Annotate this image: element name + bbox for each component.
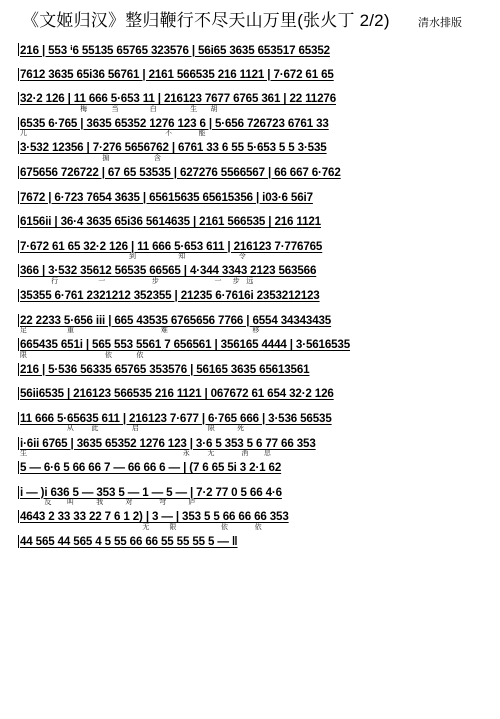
notation-text: 3·532 12356 | 7·276 5656762 | 6761 33 6 55 5·653 5 5 3·535	[20, 141, 327, 155]
notation-text: 35355 6·761 2321212 352355 | 21235 6·7616i 2353212123	[20, 288, 320, 302]
lyrics-text: 儿 不 能	[20, 129, 206, 138]
lyrics-text: 无 限 依 依	[20, 522, 262, 531]
score-body	[20, 40, 490, 556]
notation-text: 216 | 5·536 56335 65765 353576 | 56165 3635 65613561	[20, 362, 310, 376]
lyrics-text: 行 一 步 一 步 远	[20, 276, 254, 285]
score-line	[20, 360, 490, 385]
score-line	[20, 188, 490, 213]
bar-line	[18, 141, 19, 154]
lyrics-text: 生 永 无 消 息	[20, 449, 271, 457]
score-line	[20, 434, 490, 459]
bar-line	[18, 191, 19, 204]
publisher-label: 清水排版	[418, 17, 462, 29]
notation-text: 32·2 126 | 11 666 5·653 11 | 216123 7677 6765 361 | 22 11276	[20, 92, 336, 106]
notation-text: 44 565 44 565 4 5 55 66 66 55 55 55 5 — ‖	[20, 534, 238, 548]
score-line	[20, 286, 490, 311]
page-title: 《文姬归汉》整归鞭行不尽天山万里(张火丁 2/2)	[22, 11, 390, 30]
score-line	[20, 114, 490, 139]
bar-line	[18, 363, 19, 376]
score-line	[20, 458, 490, 483]
bar-line	[18, 43, 19, 56]
score-line	[20, 507, 490, 532]
score-line	[20, 212, 490, 237]
notation-text: 7672 | 6·723 7654 3635 | 65615635 65615356 | i03·6 56i7	[20, 190, 313, 204]
notation-text: 665435 651i | 565 553 5561 7 656561 | 356165 4444 | 3·5616535	[20, 338, 351, 352]
lyrics-text: 限 依 依	[20, 350, 144, 359]
notation-text: 216 | 553 ⁱ6 55135 65765 323576 | 56i65 3635 653517 65352	[20, 44, 330, 57]
notation-text: 7612 3635 65i36 56761 | 2161 566535 216 1121 | 7·672 61 65	[20, 67, 334, 81]
notation-text: 11 666 5·65635 611 | 216123 7·677 | 6·765 666 | 3·536 56535	[20, 411, 332, 425]
score-line	[20, 335, 490, 360]
bar-line	[18, 215, 19, 228]
notation-text: 675656 726722 | 67 65 53535 | 627276 5566567 | 66 667 6·762	[20, 165, 341, 179]
score-line	[20, 311, 490, 336]
bar-line	[18, 510, 19, 523]
lyrics-text: 到 知 令	[20, 252, 246, 261]
score-line	[20, 261, 490, 286]
notation-text: 366 | 3·532 35612 56535 66565 | 4·344 3343 2123 563566	[20, 264, 317, 278]
score-line	[20, 65, 490, 90]
notation-text: 56ii6535 | 216123 566535 216 1121 | 067672 61 654 32·2 126	[20, 387, 334, 401]
bar-line	[18, 92, 19, 105]
lyrics-text: 梅 当 白 生 胡	[20, 104, 218, 113]
score-line	[20, 237, 490, 262]
score-line	[20, 138, 490, 163]
bar-line	[18, 68, 19, 81]
score-line	[20, 483, 490, 508]
score-line	[20, 384, 490, 409]
score-line	[20, 163, 490, 188]
score-line	[20, 40, 490, 65]
notation-text: 22 2233 5·656 iii | 665 43535 6765656 7766 | 6554 34343435	[20, 313, 332, 327]
notation-text: i·6ii 6765 | 3635 65352 1276 123 | 3·6 5 353 5 6 77 66 353	[20, 436, 316, 450]
bar-line	[18, 486, 19, 499]
bar-line	[18, 264, 19, 277]
bar-line	[18, 412, 19, 425]
score-line	[20, 89, 490, 114]
lyrics-text: 反 叫 我 对 穹 庐	[20, 498, 196, 507]
bar-line	[18, 240, 19, 253]
lyrics-text: 足 重 难 移	[20, 326, 260, 335]
notation-text: 4643 2 33 33 22 7 6 1 2) | 3 — | 353 5 5 66 66 66 353	[20, 510, 289, 524]
notation-text: 6156ii | 36·4 3635 65i36 5614635 | 2161 566535 | 216 1121	[20, 215, 321, 229]
bar-line	[18, 387, 19, 400]
bar-line	[18, 314, 19, 327]
lyrics-text: 从 此 启 限 死	[20, 424, 245, 433]
score-line	[20, 532, 490, 557]
bar-line	[18, 461, 19, 474]
bar-line	[18, 437, 19, 450]
bar-line	[18, 117, 19, 130]
notation-text: 6535 6·765 | 3635 65352 1276 123 6 | 5·656 726723 6761 33	[20, 116, 329, 130]
bar-line	[18, 535, 19, 548]
notation-text: 5 — 6·6 5 66 66 7 — 66 66 6 — | (7 6 65 5i 3 2·1 62	[20, 461, 282, 475]
bar-line	[18, 338, 19, 351]
notation-text: 7·672 61 65 32·2 126 | 11 666 5·653 611 | 216123 7·776765	[20, 239, 323, 253]
bar-line	[18, 289, 19, 302]
lyrics-text: 掮 含	[20, 153, 161, 162]
notation-text: i — )i 636 5 — 353 5 — 1 — 5 — | 7·2 77 0 5 66 4·6	[20, 485, 282, 499]
score-line	[20, 409, 490, 434]
bar-line	[18, 166, 19, 179]
